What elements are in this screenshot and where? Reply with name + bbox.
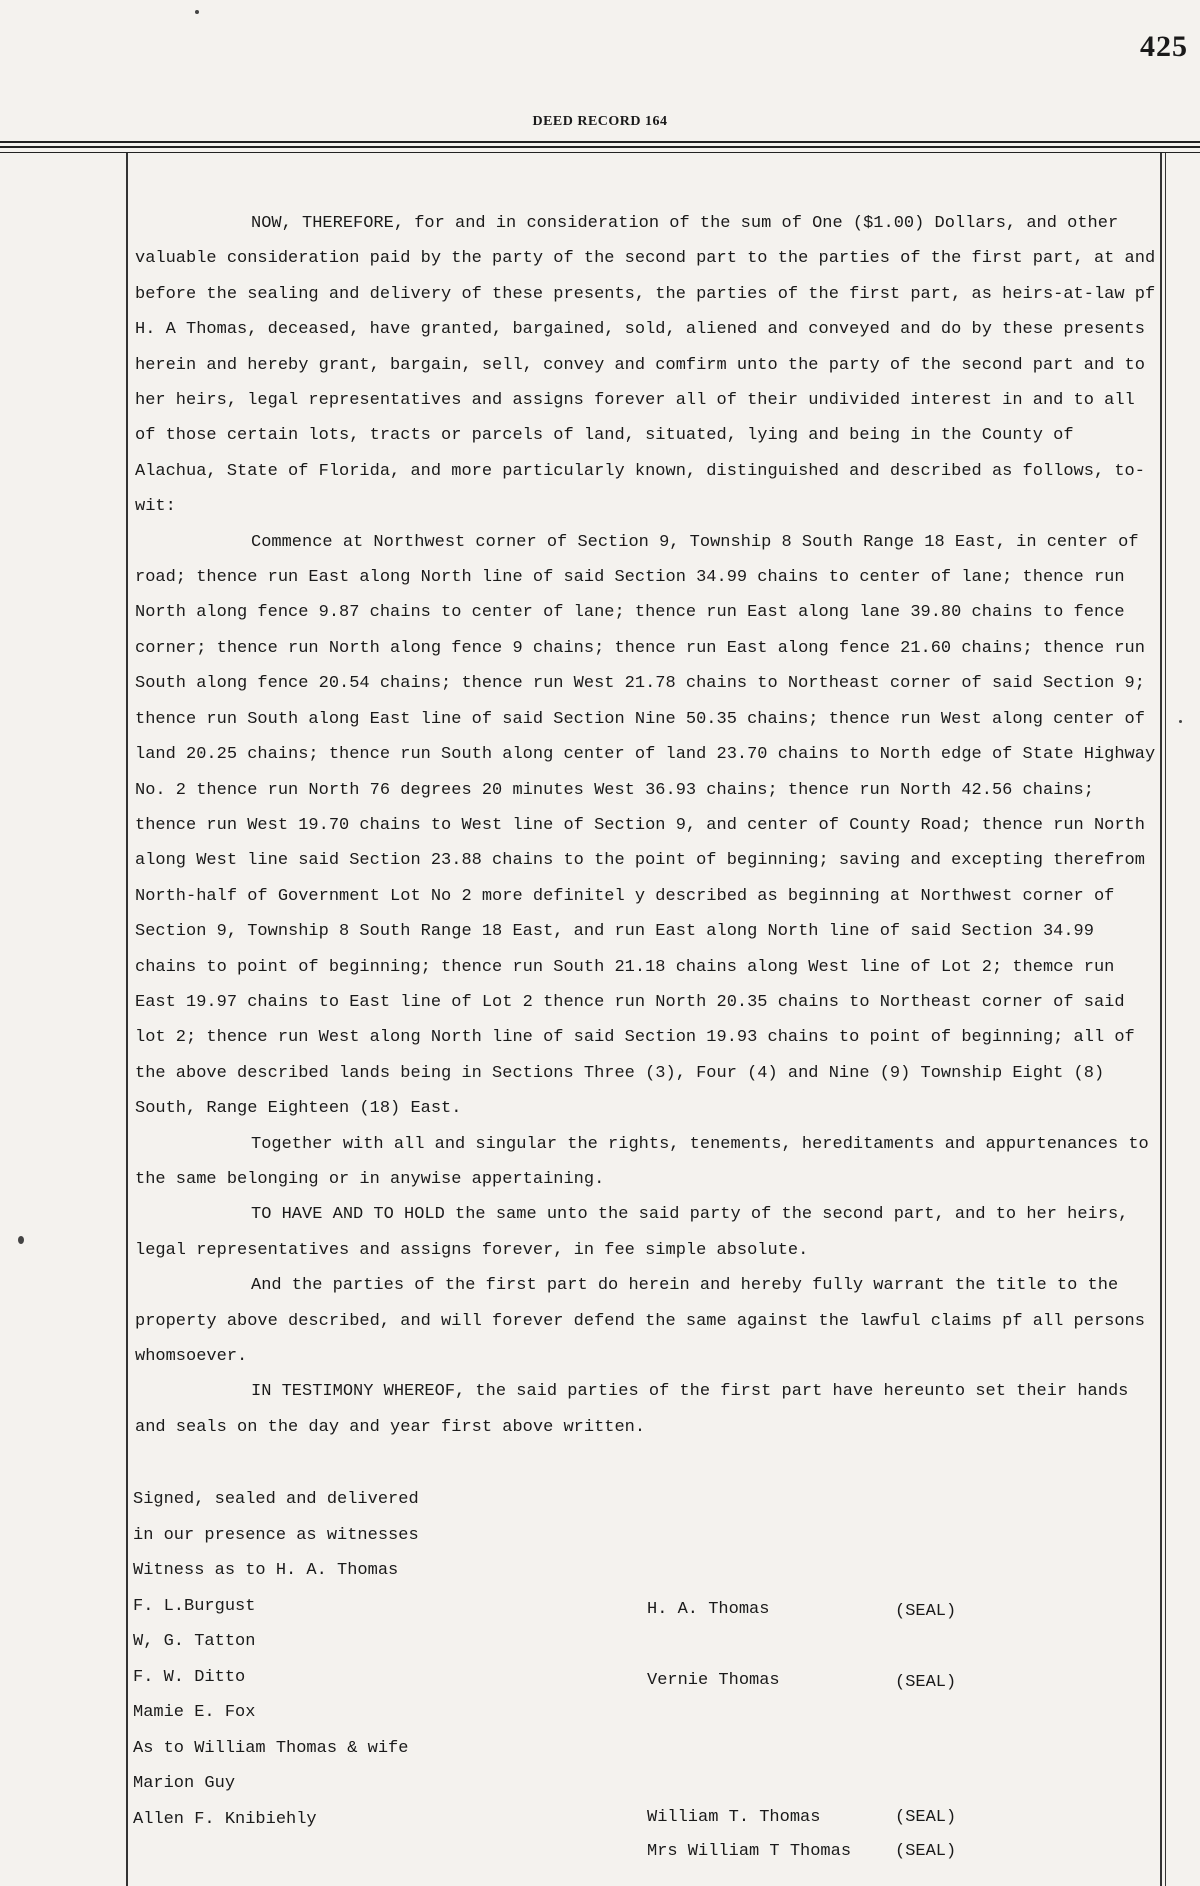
witness-line: Signed, sealed and delivered [133, 1490, 419, 1509]
signatory-name: Mrs William T Thomas [647, 1842, 852, 1861]
seal-mark: (SEAL) [895, 1673, 957, 1692]
seal-mark: (SEAL) [895, 1602, 957, 1621]
header-rule [0, 152, 1200, 153]
right-margin-line [1165, 153, 1166, 1886]
deed-body [135, 206, 1165, 1445]
scan-speck [18, 1236, 24, 1244]
witness-block [133, 1482, 419, 1837]
seal-mark: (SEAL) [895, 1842, 957, 1861]
signatory-name: William T. Thomas [647, 1808, 821, 1827]
paragraph-habendum: TO HAVE AND TO HOLD the same unto the said party of the second part, and to her heirs, legal representatives and assigns forever, in fee simple absolute. [135, 1205, 1129, 1260]
witness-line: Witness as to H. A. Thomas [133, 1561, 399, 1580]
header-rule [0, 141, 1200, 143]
scan-speck [1179, 720, 1182, 723]
signatory-name: Vernie Thomas [647, 1671, 780, 1690]
paragraph-appurtenances: Together with all and singular the rights, tenements, hereditaments and appurtenances to the same belonging or in anywise appertaining. [135, 1134, 1149, 1189]
left-margin-line [126, 153, 128, 1886]
witness-line: Allen F. Knibiehly [133, 1809, 317, 1829]
paragraph-legal-description: Commence at Northwest corner of Section 9, Township 8 South Range 18 East, in center of road; thence run East along North line of said Section 34.99 chains to center of lane; thence run North along fence 9.87 chains to center of lane; thence run East along lane 39.80 chains to fence corner; thence run North along fence 9 chains; thence run East along fence 21.60 chains; thence run South along fence 20.54 chains; thence run West 21.78 chains to Northeast corner of said Section 9; thence run South along East line of said Section Nine 50.35 chains; thence run West along center of land 20.25 chains; thence run South along center of land 23.70 chains to North edge of State Highway No. 2 thence run North 76 degrees 20 minutes West 36.93 chains; thence run North 42.56 chains; thence run West 19.70 chains to West line of Section 9, and center of County Road; thence run North along West line said Section 23.88 chains to the point of beginning; saving and excepting therefrom North-half of Government Lot No 2 more definitel y described as beginning at Northwest corner of Section 9, Township 8 South Range 18 East, and run East along North line of said Section 34.99 chains to point of beginning; thence run South 21.18 chains along West line of Lot 2; themce run East 19.97 chains to East line of Lot 2 thence run North 20.35 chains to Northeast corner of said lot 2; thence run West along North line of said Section 19.93 chains to point of beginning; all of the above described lands being in Sections Three (3), Four (4) and Nine (9) Township Eight (8) South, Range Eighteen (18) East. [135, 532, 1156, 1119]
witness-line: Mamie E. Fox [133, 1703, 256, 1722]
paragraph-warranty: And the parties of the first part do herein and hereby fully warrant the title to the property above described, and will forever defend the same against the lawful claims pf all persons whomsoever. [135, 1276, 1145, 1366]
witness-line: As to William Thomas & wife [133, 1738, 409, 1758]
page-number: 425 [1140, 30, 1188, 63]
record-title: DEED RECORD 164 [532, 114, 668, 129]
witness-line: Marion Guy [133, 1774, 236, 1793]
witness-line: F. W. Ditto [133, 1667, 246, 1687]
signatory-name: H. A. Thomas [647, 1600, 770, 1619]
header-rule [0, 146, 1200, 148]
scan-speck [195, 10, 199, 14]
witness-line: in our presence as witnesses [133, 1525, 419, 1545]
seal-mark: (SEAL) [895, 1808, 957, 1827]
paragraph-testimony: IN TESTIMONY WHEREOF, the said parties of the first part have hereunto set their hands and seals on the day and year first above written. [135, 1382, 1129, 1437]
witness-line: W, G. Tatton [133, 1632, 256, 1651]
paragraph-consideration: NOW, THEREFORE, for and in consideration of the sum of One ($1.00) Dollars, and other valuable consideration paid by the party of the second part to the parties of the first part, at and before the sealing and delivery of these presents, the parties of the first part, as heirs-at-law pf H. A Thomas, deceased, have granted, bargained, sold, aliened and conveyed and do by these presents herein and hereby grant, bargain, sell, convey and comfirm unto the party of the second part and to her heirs, legal representatives and assigns forever all of their undivided interest in and to all of those certain lots, tracts or parcels of land, situated, lying and being in the County of Alachua, State of Florida, and more particularly known, distinguished and described as follows, to-wit: [135, 214, 1156, 517]
witness-line: F. L.Burgust [133, 1596, 256, 1616]
